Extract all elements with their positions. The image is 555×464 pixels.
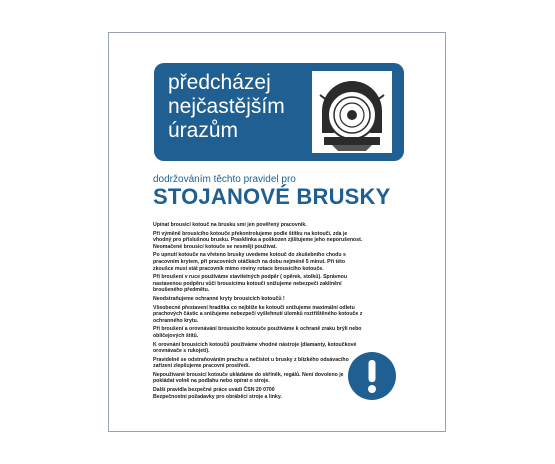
rule-paragraph: Po upnutí kotouče na vřeteno brusky uvedeme kotouč do zkušebního chodu s pracovním krytem, při pracovních otáčkách na dobu nejméně 5 minut. Při této zkoušce musí stát pracovník mimo roviny rotace brousicího kotouče.	[153, 252, 346, 272]
rule-paragraph: Všeobecné přestavení hradítka co nejblíže ke kotouči snižujeme maximální odletu prachových částic a snižujeme nebezpečí vyšlehnutí úlomků roztříštěného kotouče z ochranného krytu.	[153, 304, 363, 324]
rule-paragraph: Další pravidla bezpečné práce uvádí ČSN 20 0700	[153, 387, 275, 394]
rule-paragraph: K orovnání brousicích kotoučů používáme vhodné nástroje (diamanty, kotoučkové orovnávače s rukojetí).	[153, 341, 357, 355]
rule-paragraph: Při broušení a orovnávání brousicího kotouče používáme k ochraně zraku brýlí nebo obličejových štítů.	[153, 326, 362, 339]
rule-paragraph: Bezpečnostní požadavky pro obráběcí stroje a linky.	[153, 393, 282, 400]
subtitle: dodržováním těchto pravidel pro	[153, 174, 296, 185]
rule-paragraph: Neodstraňujeme ochranné kryty brousicích kotoučů !	[153, 295, 285, 302]
rule-paragraph: Upínat brousicí kotouč na brusku smí jen pověřený pracovník.	[153, 222, 307, 228]
rule-paragraph: Při broušení v ruce používáme stavitelných podpěr ( opěrek, stolků). Správnou nastavenou podpěru vůči brousicímu kotouči snižujeme nebezpečí zaklínění broušeného předmětu.	[153, 274, 348, 294]
banner-line-1: předcházej	[168, 71, 271, 94]
rule-paragraph: Pravidelně se odstraňováním prachu a nečistot u brusky z blízkého odsávacího zařízení zlepšujeme pracovní prostředí.	[153, 356, 349, 370]
banner-line-3: úrazům	[168, 119, 239, 142]
rule-paragraph: Nepoužívané brousicí kotouče ukládáme do skříněk, regálů. Není dovoleno je pokládat volně na podlahu nebo opírat o stroje.	[153, 371, 344, 385]
exclamation-mandatory-icon	[347, 351, 397, 401]
rules-text	[153, 222, 363, 402]
grinding-wheel-icon	[312, 71, 392, 153]
safety-sign	[108, 32, 446, 432]
header-banner	[154, 63, 404, 161]
rule-paragraph: Při výměně brousicího kotouče překontrolujeme podle štítku na kotouči, zda je vhodný pro příslušnou brusku. Prasklinka a poškozen zjištujeme jeho neporušenost. Neomačené brousicí kotouče se nesmějí používat.	[153, 230, 363, 250]
sign-title: STOJANOVÉ BRUSKY	[153, 184, 391, 209]
banner-heading	[168, 71, 285, 143]
banner-line-2: nejčastějším	[168, 95, 285, 118]
